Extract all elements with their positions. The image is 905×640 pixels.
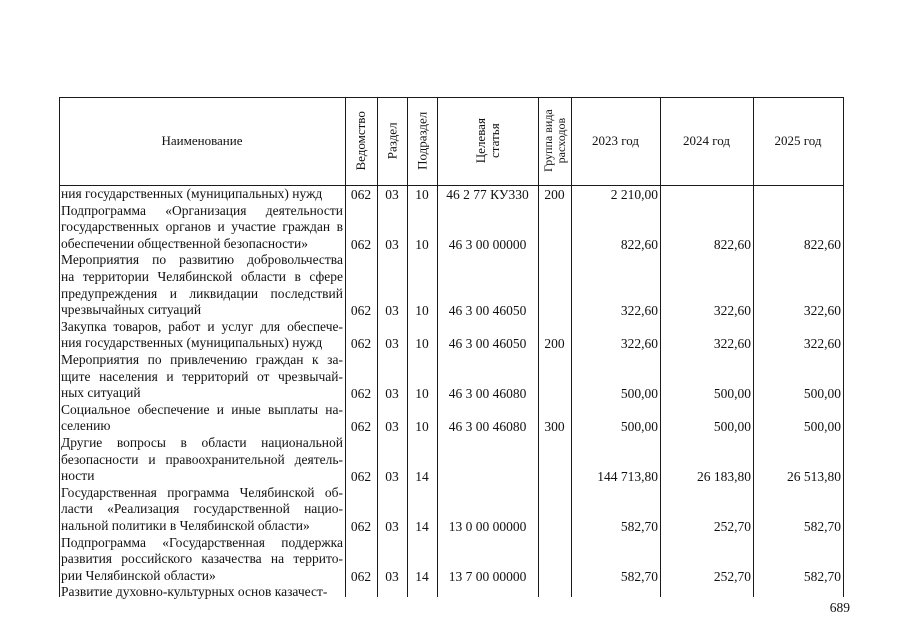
cell-2024: 252,70 [713,568,751,584]
header-razdel [377,97,407,185]
cell-2025: 822,60 [803,236,841,252]
cell-podrazdel: 14 [415,519,429,534]
cell-2025: 26 513,80 [787,469,841,485]
header-name [59,97,345,185]
header-razdel-text: Раздел [384,122,400,160]
header-target-article-text [474,118,501,163]
name-line: ных ситуаций [61,385,141,401]
header-2025-text: 2025 год [774,133,822,149]
header-2025 [753,97,843,185]
name-line: Закупка товаров, работ и услуг для обеспече- [61,318,343,334]
cell-name [61,584,343,601]
cell-expense-group: 200 [544,336,565,352]
header-group-line2: расходов [553,118,568,164]
header-podrazdel [407,97,437,185]
name-line: ности [61,468,95,484]
table-border [843,97,844,597]
header-expense-group-text [542,110,567,173]
name-line: Развитие духовно-культурных основ казачест- [61,584,328,600]
header-group-line1: Группа вида [540,109,555,173]
cell-vedomstvo: 062 [350,568,372,584]
header-2024 [660,97,753,185]
cell-name [61,485,343,535]
header-vedomstvo [345,97,377,185]
cell-razdel: 03 [385,187,399,202]
cell-target-article: 46 2 77 КУ330 [446,187,529,202]
cell-expense-group: 200 [544,187,565,202]
name-line: безопасности и правоохранительной деятель- [61,451,343,467]
cell-2024: 26 183,80 [697,469,751,485]
header-2023-text: 2023 год [592,133,639,149]
name-line: щите населения и территорий от чрезвычай- [61,368,343,384]
cell-podrazdel: 10 [415,187,429,202]
cell-2023: 322,60 [620,303,658,319]
cell-name [61,435,343,485]
cell-2023: 322,60 [620,336,658,352]
name-line: селению [61,418,111,434]
cell-2025: 500,00 [803,386,841,402]
cell-target-article: 13 0 00 00000 [448,519,527,534]
cell-2023: 500,00 [620,386,658,402]
header-target-article [437,97,538,185]
cell-2024: 822,60 [713,236,751,252]
cell-2024: 500,00 [713,386,751,402]
name-line: Другие вопросы в области национальной [61,435,343,450]
header-expense-group [538,97,571,185]
cell-vedomstvo: 062 [350,469,372,485]
cell-2024: 322,60 [713,336,751,352]
cell-2023: 582,70 [620,568,658,584]
cell-name [61,319,343,352]
name-line: Мероприятия по привлечению граждан к за- [61,352,343,367]
cell-razdel: 03 [385,469,399,485]
cell-podrazdel: 14 [415,568,429,584]
cell-target-article: 46 3 00 46080 [448,419,527,435]
cell-name [61,252,343,318]
cell-vedomstvo: 062 [350,336,372,352]
cell-podrazdel: 14 [415,469,429,485]
cell-target-article: 46 3 00 46050 [448,336,527,352]
name-line: рии Челябинской области» [61,567,216,583]
name-line: Социальное обеспечение и иные выплаты на- [61,401,343,417]
name-line: ласти «Реализация государственной нацио- [61,501,343,517]
cell-vedomstvo: 062 [350,519,372,534]
cell-razdel: 03 [385,303,399,319]
cell-2024: 322,60 [713,303,751,319]
cell-razdel: 03 [385,336,399,352]
page-number: 689 [829,600,850,615]
cell-razdel: 03 [385,419,399,435]
cell-2023: 822,60 [620,236,658,252]
cell-2025: 582,70 [803,519,841,534]
cell-target-article: 46 3 00 00000 [448,236,527,252]
cell-target-article: 46 3 00 46050 [448,303,527,319]
name-line: на территории Челябинской области в сфере [61,268,343,284]
cell-name [61,402,343,435]
cell-podrazdel: 10 [415,336,429,352]
cell-2025: 322,60 [803,336,841,352]
cell-podrazdel: 10 [415,419,429,435]
name-line: нальной политики в Челябинской области» [61,517,310,533]
cell-2025: 500,00 [803,419,841,435]
cell-vedomstvo: 062 [350,236,372,252]
name-line: обеспечении общественной безопасности» [61,235,309,251]
cell-2025: 322,60 [803,303,841,319]
header-2023 [571,97,660,185]
cell-target-article: 13 7 00 00000 [448,568,527,584]
cell-podrazdel: 10 [415,303,429,319]
name-line: развития российского казачества на террито- [61,551,343,567]
name-line: Государственная программа Челябинской об- [61,484,343,500]
name-line: Мероприятия по развитию добровольчества [61,252,343,268]
cell-podrazdel: 10 [415,236,429,252]
cell-name [61,352,343,402]
cell-vedomstvo: 062 [350,303,372,319]
cell-2023: 500,00 [620,419,658,435]
name-line: ния государственных (муниципальных) нужд [61,186,323,201]
cell-name [61,186,343,203]
name-line: предупреждения и ликвидации последствий [61,285,343,301]
cell-vedomstvo: 062 [350,419,372,435]
name-line: государственных органов и участие граждан в [61,219,343,235]
cell-2023: 582,70 [620,519,658,534]
header-target-line2: статья [486,123,502,159]
cell-podrazdel: 10 [415,386,429,402]
cell-2024: 252,70 [713,519,751,534]
name-line: чрезвычайных ситуаций [61,302,202,318]
cell-vedomstvo: 062 [350,386,372,402]
cell-2025: 582,70 [803,568,841,584]
cell-2024: 500,00 [713,419,751,435]
cell-name [61,535,343,585]
header-vedomstvo-text: Ведомство [353,111,369,171]
header-target-line1: Целевая [472,118,488,164]
header-podrazdel-text: Подраздел [414,111,430,171]
cell-2023: 2 210,00 [610,187,658,202]
cell-razdel: 03 [385,568,399,584]
name-line: Подпрограмма «Государственная поддержка [61,534,343,550]
cell-name [61,203,343,253]
cell-2023: 144 713,80 [597,469,658,485]
cell-expense-group: 300 [544,419,565,435]
cell-razdel: 03 [385,236,399,252]
name-line: ния государственных (муниципальных) нужд [61,335,323,351]
cell-razdel: 03 [385,519,399,534]
header-2024-text: 2024 год [683,133,730,149]
cell-target-article: 46 3 00 46080 [448,386,527,402]
header-name-text: Наименование [161,133,243,149]
cell-razdel: 03 [385,386,399,402]
cell-vedomstvo: 062 [350,187,372,202]
name-line: Подпрограмма «Организация деятельности [61,202,343,218]
